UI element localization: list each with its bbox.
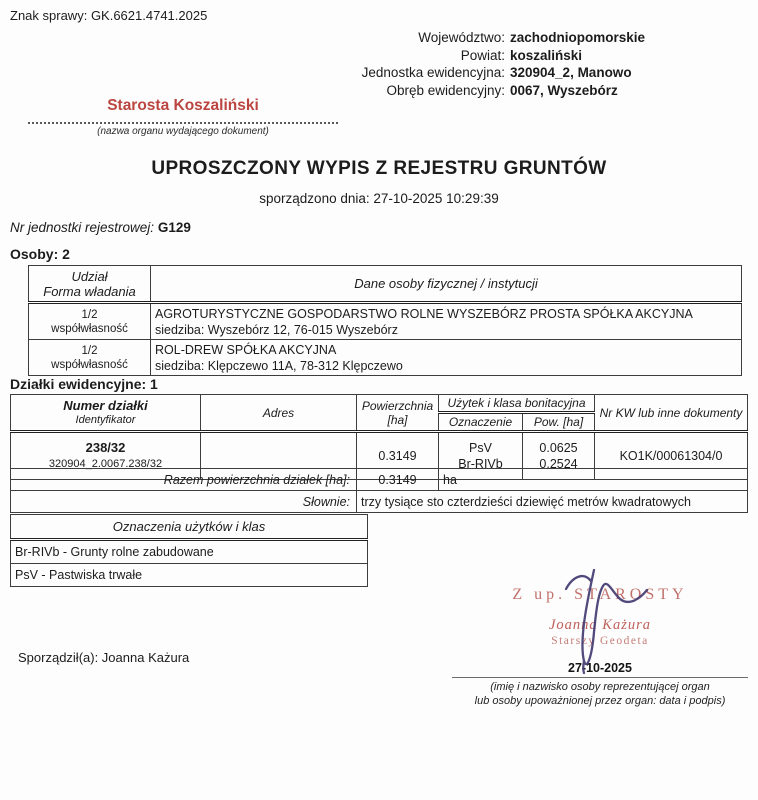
osoby-table: [28, 265, 742, 376]
parcel-kw-cell: KO1K/00061304/0: [595, 432, 748, 480]
meta-value: 320904_2, Manowo: [510, 65, 632, 80]
meta-label: Województwo:: [418, 30, 505, 45]
share-value: 1/2: [81, 344, 98, 357]
authority-name: Starosta Koszaliński: [107, 97, 259, 114]
osoby-col1-header-line1: Udział: [71, 268, 108, 284]
page-subtitle: sporządzono dnia: 27-10-2025 10:29:39: [259, 191, 499, 206]
meta-row-jednostka: [300, 65, 700, 82]
meta-value: koszaliński: [510, 47, 583, 63]
header-meta-block: [300, 30, 700, 100]
dzialki-heading: Działki ewidencyjne: 1: [10, 376, 158, 392]
ownership-form: współwłasność: [51, 322, 128, 335]
legend-item: Br-RIVb - Grunty rolne zabudowane: [11, 540, 368, 564]
osoby-share-cell: [29, 303, 151, 340]
osoby-col1-header: [29, 266, 151, 303]
osoby-person-cell: [151, 303, 742, 340]
osoby-heading: Osoby: 2: [10, 246, 70, 262]
signature-line: [452, 677, 748, 678]
stamp-heading: Z up. STAROSTY: [512, 586, 688, 603]
osoby-share-cell: [29, 340, 151, 376]
prepared-by-line: Sporządził(a): Joanna Każura: [18, 650, 190, 665]
signature-block: [452, 586, 748, 708]
meta-row-powiat: [300, 48, 700, 65]
col-header-oznaczenie: Oznaczenie: [439, 413, 523, 432]
area-summary-table: [10, 468, 748, 513]
issuing-authority-block: [28, 97, 338, 137]
landuse-code: PsV: [469, 441, 492, 455]
landuse-area: 0.0625: [539, 441, 578, 455]
registry-unit-label: Nr jednostki rejestrowej:: [10, 220, 155, 235]
in-words-label: Słownie:: [11, 491, 357, 513]
parcel-identifier: 320904_2.0067.238/32: [48, 458, 163, 470]
case-number-line: [10, 8, 207, 23]
table-row: [11, 564, 368, 587]
parcel-area-cell: 0.3149: [357, 432, 439, 480]
meta-row-obreb: [300, 83, 700, 100]
total-area-label: Razem powierzchnia działek [ha]:: [11, 469, 357, 491]
registry-unit-line: [10, 220, 191, 235]
landuse-code: Br-RIVb: [458, 457, 503, 471]
meta-value: 0067, Wyszebórz: [510, 82, 618, 98]
col-header-numer-line2: Identyfikator: [75, 413, 136, 426]
in-words-value: trzy tysiące sto czterdzieści dziewięć metrów kwadratowych: [357, 491, 748, 513]
total-area-value: 0.3149: [357, 469, 439, 491]
col-header-kw: Nr KW lub inne dokumenty: [595, 395, 748, 432]
col-header-pow-ha: Pow. [ha]: [523, 413, 595, 432]
case-number-label: Znak sprawy:: [10, 8, 88, 23]
table-row: [29, 303, 742, 340]
case-number-value: GK.6621.4741.2025: [90, 8, 208, 23]
registry-unit-value: G129: [157, 220, 191, 235]
ownership-form: współwłasność: [51, 358, 128, 371]
meta-label: Jednostka ewidencyjna:: [361, 65, 505, 80]
meta-label: Powiat:: [460, 47, 505, 63]
col-header-numer: [11, 395, 201, 432]
col-header-pow-line1: Powierzchnia: [361, 398, 434, 413]
stamp-person-name: Joanna Każura: [548, 617, 652, 633]
total-area-unit: ha: [439, 469, 748, 491]
summary-words-row: [11, 491, 748, 513]
legend-header-row: [11, 515, 368, 540]
table-row: [29, 340, 742, 376]
landuse-legend-table: [10, 514, 368, 587]
col-header-powierzchnia: [357, 395, 439, 432]
dzialki-header-row-1: [11, 395, 748, 413]
signature-caption-line2: lub osoby upoważnionej przez organ: data i podpis): [474, 694, 726, 707]
osoby-col1-header-line2: Forma władania: [43, 283, 136, 299]
meta-value: zachodniopomorskie: [510, 30, 646, 45]
col-header-pow-line2: [ha]: [387, 412, 408, 427]
table-row: [11, 540, 368, 564]
parcel-number: 238/32: [85, 440, 126, 455]
osoby-col2-header: Dane osoby fizycznej / instytucji: [151, 266, 742, 303]
page-title: UPROSZCZONY WYPIS Z REJESTRU GRUNTÓW: [151, 158, 607, 179]
share-value: 1/2: [81, 308, 98, 321]
person-address: siedziba: Wyszebórz 12, 76-015 Wyszebórz: [155, 322, 398, 337]
stamp-person-title: Starszy Geodeta: [551, 635, 649, 647]
signature-date: 27-10-2025: [568, 661, 632, 675]
signature-caption: [452, 681, 748, 708]
col-header-numer-line1: Numer działki: [63, 397, 148, 413]
person-name: AGROTURYSTYCZNE GOSPODARSTWO ROLNE WYSZEBÓRZ PROSTA SPÓŁKA AKCYJNA: [155, 306, 693, 321]
authority-dotted-line: [28, 122, 338, 124]
legend-header: Oznaczenia użytków i klas: [11, 515, 368, 540]
col-header-adres: Adres: [201, 395, 357, 432]
landuse-area: 0.2524: [539, 457, 578, 471]
meta-row-wojewodztwo: [300, 30, 700, 47]
meta-label: Obręb ewidencyjny:: [386, 82, 505, 98]
summary-total-row: [11, 469, 748, 491]
authority-caption: (nazwa organu wydającego dokument): [97, 126, 269, 137]
signature-caption-line1: (imię i nazwisko osoby reprezentującej organ: [490, 681, 710, 693]
col-header-uzytek-group: Użytek i klasa bonitacyjna: [439, 395, 595, 413]
osoby-person-cell: [151, 340, 742, 376]
person-name: ROL-DREW SPÓŁKA AKCYJNA: [155, 342, 337, 357]
osoby-header-row: [29, 266, 742, 303]
legend-item: PsV - Pastwiska trwałe: [11, 564, 368, 587]
person-address: siedziba: Klępczewo 11A, 78-312 Klępczewo: [155, 358, 403, 373]
